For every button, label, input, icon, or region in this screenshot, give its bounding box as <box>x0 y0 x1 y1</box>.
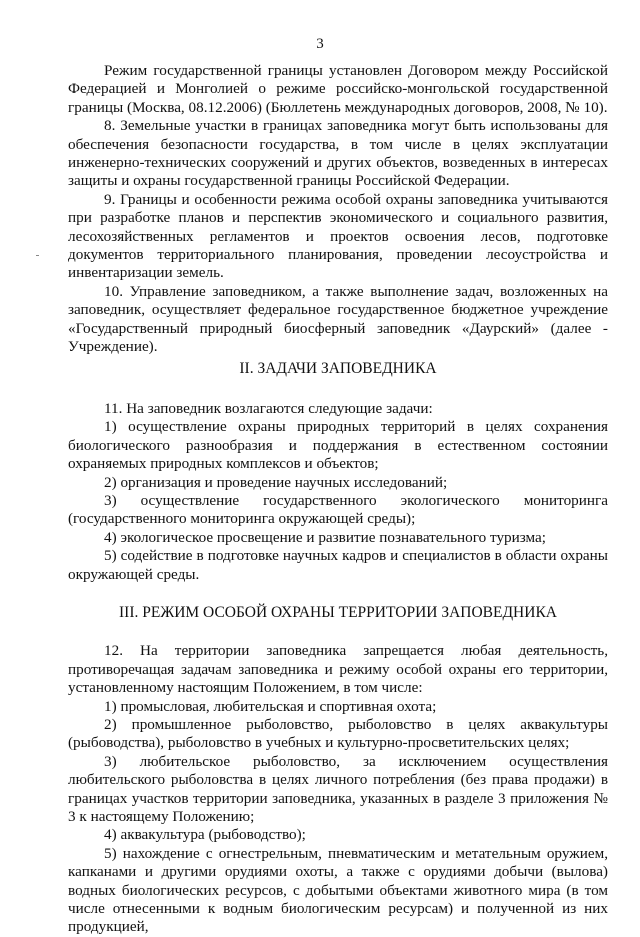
prohibition-item-1: 1) промысловая, любительская и спортивная охота; <box>104 697 437 715</box>
paragraph-10: 10. Управление заповедником, а также выполнение задач, возложенных на заповедник, осуществляет федеральное государственное бюджетное учреждение «Государственный природный биосферный заповедник «Даурский» (далее - Учреждение). <box>68 282 608 356</box>
prohibition-item-2: 2) промышленное рыболовство, рыболовство в целях аквакультуры (рыбоводства), рыболовство в учебных и культурно-просветительских целях; <box>68 716 608 752</box>
section-2-heading: II. ЗАДАЧИ ЗАПОВЕДНИКА <box>239 359 437 377</box>
paragraph-border-regime: Режим государственной границы установлен Договором между Российской Федерацией и Монголией о режиме российско-монгольской государственной границы (Москва, 08.12.2006) (Бюллетень международных договоров, 2008, № 10). <box>68 62 608 116</box>
task-item-1: 1) осуществление охраны природных территорий в целях сохранения биологического разнообразия и поддержания в естественном состоянии охраняемых природных комплексов и объектов; <box>68 418 608 473</box>
prohibition-item-5: 5) нахождение с огнестрельным, пневматическим и метательным оружием, капканами и другими орудиями охоты, а также с орудиями добычи (вылова) водных биологических ресурсов, с добытыми объектами животного мира (в том числе отнесенными к водным биологическим ресурсам) и полученной из них продукцией, <box>68 844 608 936</box>
task-item-4: 4) экологическое просвещение и развитие познавательного туризма; <box>104 528 547 546</box>
task-item-5: 5) содействие в подготовке научных кадров и специалистов в области охраны окружающей среды. <box>68 547 608 583</box>
task-item-2: 2) организация и проведение научных исследований; <box>104 473 448 491</box>
section-3-heading: III. РЕЖИМ ОСОБОЙ ОХРАНЫ ТЕРРИТОРИИ ЗАПОВЕДНИКА <box>119 603 557 621</box>
task-item-3: 3) осуществление государственного экологического мониторинга (государственного мониторинга окружающей среды); <box>68 491 608 528</box>
margin-mark <box>36 255 39 256</box>
prohibition-item-4: 4) аквакультура (рыбоводство); <box>104 826 306 844</box>
paragraph-8: 8. Земельные участки в границах заповедника могут быть использованы для обеспечения безопасности государства, в том числе в целях эксплуатации инженерно-технических сооружений и других объектов, возведенных в интересах защиты и охраны государственной границы Российской Федерации. <box>68 117 608 190</box>
paragraph-11: 11. На заповедник возлагаются следующие задачи: <box>104 399 433 417</box>
paragraph-9: 9. Границы и особенности режима особой охраны заповедника учитываются при разработке планов и перспектив экономического и социального развития, лесохозяйственных регламентов и проектов освоения лесов, подготовке документов территориального планирования, проведении лесоустройства и инвентаризации земель. <box>68 190 608 282</box>
paragraph-12: 12. На территории заповедника запрещается любая деятельность, противоречащая задачам заповедника и режиму особой охраны его территории, установленному настоящим Положением, в том числе: <box>68 642 608 697</box>
page-number: 3 <box>316 36 324 52</box>
prohibition-item-3: 3) любительское рыболовство, за исключением осуществления любительского рыболовства в целях личного потребления (без права продажи) в границах участков территории заповедника, указанных в разделе 3 приложения № 3 к настоящему Положению; <box>68 752 608 826</box>
document-body <box>68 62 608 937</box>
